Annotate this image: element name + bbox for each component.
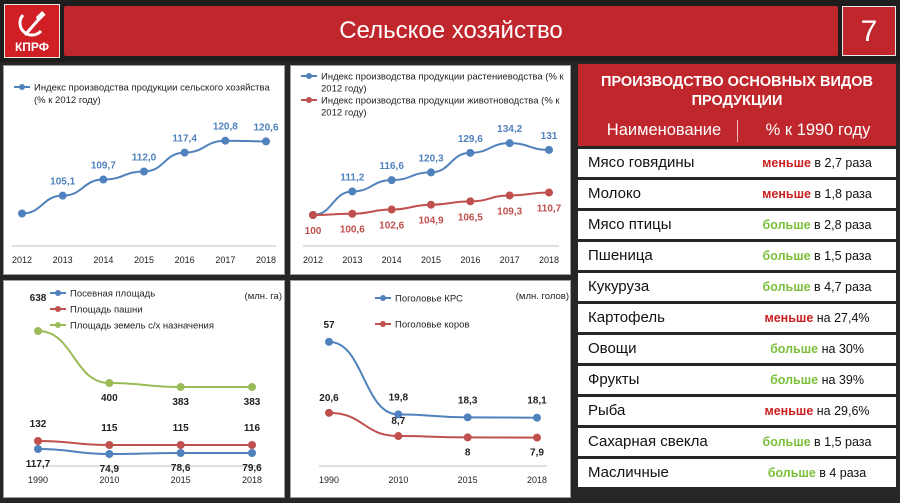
legend-marker-0 <box>380 295 386 301</box>
legend-label-1: Поголовье коров <box>395 319 470 331</box>
data-point-0-3 <box>533 414 541 422</box>
data-label: 131 <box>540 130 558 142</box>
chart-agri-index-panel <box>3 65 285 275</box>
value-text: на 27,4% <box>813 311 870 325</box>
data-point-1-2 <box>177 441 185 449</box>
series-line-0 <box>329 342 537 418</box>
x-tick-label: 2014 <box>381 255 402 265</box>
title-bar <box>64 6 838 56</box>
data-label: 106,5 <box>457 212 483 224</box>
row-value <box>738 466 896 480</box>
data-point-1-0 <box>325 409 333 417</box>
chart-cattle-panel <box>290 280 571 498</box>
x-tick-label: 2010 <box>388 475 409 485</box>
data-label: 8,7 <box>391 416 406 428</box>
legend-marker-0 <box>19 84 25 90</box>
legend-label-0b: 2012 году) <box>321 83 367 95</box>
legend-label-0: Индекс производства продукции сельского хозяйства <box>34 82 270 94</box>
keyword-less: меньше <box>764 404 814 418</box>
data-point-1-3 <box>533 434 541 442</box>
table-row <box>578 273 896 301</box>
table-row <box>578 459 896 487</box>
value-text: на 30% <box>818 342 864 356</box>
data-point-1-1 <box>394 432 402 440</box>
series-line-1 <box>38 441 252 445</box>
data-point-0-2 <box>99 176 107 184</box>
x-tick-label: 2015 <box>170 475 191 485</box>
data-label: 120,6 <box>253 122 279 134</box>
data-label: 129,6 <box>457 133 483 145</box>
table-row <box>578 242 896 270</box>
x-tick-label: 2012 <box>302 255 324 265</box>
x-tick-label: 2016 <box>174 255 195 265</box>
row-name: Сахарная свекла <box>588 433 708 450</box>
data-point-1-2 <box>464 433 472 441</box>
data-label: 78,6 <box>170 463 191 474</box>
data-point-0-3 <box>248 449 256 457</box>
data-label: 19,8 <box>388 392 409 404</box>
row-value <box>738 435 896 449</box>
data-label: 112,0 <box>131 152 157 164</box>
data-label: 20,6 <box>319 392 339 404</box>
table-row <box>578 335 896 363</box>
row-name: Картофель <box>588 309 665 326</box>
row-value <box>738 280 896 294</box>
x-tick-label: 2018 <box>538 255 560 265</box>
data-point-1-1 <box>348 210 356 218</box>
data-label: 120,8 <box>212 121 238 133</box>
data-label: 116 <box>243 423 261 434</box>
legend-marker-1 <box>380 321 386 327</box>
value-text: на 39% <box>818 373 864 387</box>
legend-label-1b: 2012 году) <box>321 107 367 119</box>
legend-label-2: Площадь земель с/х назначения <box>70 320 214 332</box>
kprf-logo <box>4 4 60 58</box>
table-row <box>578 180 896 208</box>
unit-label: (млн. голов) <box>515 291 569 302</box>
data-label: 18,1 <box>527 395 547 407</box>
series-line-2 <box>38 331 252 387</box>
data-label: 8 <box>464 447 471 459</box>
data-point-0-2 <box>177 449 185 457</box>
row-value <box>738 187 896 201</box>
data-point-1-3 <box>248 441 256 449</box>
data-point-1-2 <box>388 206 396 214</box>
data-label: 383 <box>172 397 190 408</box>
column-divider <box>737 120 738 142</box>
row-value <box>738 311 896 325</box>
data-label: 111,2 <box>340 172 365 184</box>
keyword-less: меньше <box>762 156 811 170</box>
data-point-0-1 <box>105 450 113 458</box>
chart-crop-livestock <box>291 66 572 276</box>
data-label: 18,3 <box>457 395 478 407</box>
x-tick-label: 2017 <box>499 255 520 265</box>
data-point-1-0 <box>34 437 42 445</box>
data-label: 105,1 <box>50 176 76 188</box>
x-tick-label: 2017 <box>215 255 236 265</box>
data-label: 383 <box>243 397 261 408</box>
chart-land-area <box>4 281 286 499</box>
row-value <box>738 404 896 418</box>
table-row <box>578 211 896 239</box>
x-tick-label: 2016 <box>460 255 481 265</box>
x-tick-label: 2015 <box>133 255 155 265</box>
row-name: Овощи <box>588 340 637 357</box>
data-label: 400 <box>100 393 118 404</box>
series-line-0 <box>38 449 252 454</box>
keyword-more: больше <box>762 280 811 294</box>
data-point-0-0 <box>325 338 333 346</box>
table-row <box>578 304 896 332</box>
x-tick-label: 2018 <box>526 475 548 485</box>
table-row <box>578 397 896 425</box>
legend-marker-0 <box>55 290 61 296</box>
data-label: 120,3 <box>418 153 444 165</box>
legend-label-0: Поголовье КРС <box>395 293 463 305</box>
data-point-0-1 <box>59 192 67 200</box>
table-row <box>578 366 896 394</box>
table-header <box>578 64 896 146</box>
row-name: Мясо птицы <box>588 216 672 233</box>
row-name: Фрукты <box>588 371 640 388</box>
x-tick-label: 1990 <box>27 475 49 485</box>
data-point-0-6 <box>262 137 270 145</box>
row-value <box>738 373 896 387</box>
logo-text: КПРФ <box>14 40 50 54</box>
data-label: 117,7 <box>25 459 51 470</box>
chart-cattle <box>291 281 572 499</box>
legend-label-0: Индекс производства продукции растениеводства (% к <box>321 71 564 83</box>
legend-marker-1 <box>55 306 61 312</box>
row-name: Кукуруза <box>588 278 650 295</box>
data-label: 104,9 <box>418 215 444 227</box>
value-text: в 2,7 раза <box>810 156 872 170</box>
data-label: 74,9 <box>99 464 120 475</box>
unit-label: (млн. га) <box>244 291 282 302</box>
data-point-0-2 <box>388 176 396 184</box>
data-point-1-3 <box>427 201 435 209</box>
data-label: 117,4 <box>172 133 197 145</box>
legend-label-1: Площадь пашни <box>70 304 143 316</box>
data-point-0-6 <box>545 146 553 154</box>
keyword-more: больше <box>762 249 811 263</box>
data-label: 100 <box>304 226 322 237</box>
legend-marker-1 <box>306 97 312 103</box>
data-point-0-1 <box>348 187 356 195</box>
x-tick-label: 2018 <box>241 475 263 485</box>
data-point-0-3 <box>427 168 435 176</box>
keyword-more: больше <box>770 342 819 356</box>
keyword-less: меньше <box>764 311 814 325</box>
value-text: на 29,6% <box>813 404 870 418</box>
row-value <box>738 218 896 232</box>
data-label: 132 <box>29 419 47 430</box>
legend-marker-2 <box>55 322 61 328</box>
data-label: 134,2 <box>497 124 523 136</box>
x-tick-label: 2012 <box>11 255 33 265</box>
data-label: 7,9 <box>530 447 544 459</box>
data-label: 638 <box>29 293 47 304</box>
table-title: ПРОИЗВОДСТВО ОСНОВНЫХ ВИДОВ ПРОДУКЦИИ <box>601 74 873 109</box>
keyword-more: больше <box>762 435 811 449</box>
x-tick-label: 2010 <box>99 475 120 485</box>
row-name: Молоко <box>588 185 642 202</box>
data-point-0-0 <box>34 445 42 453</box>
column-header-name: Наименование <box>606 121 722 139</box>
data-label: 100,6 <box>339 224 365 236</box>
page-number: 7 <box>842 6 896 56</box>
row-name: Пшеница <box>588 247 653 264</box>
row-value <box>738 249 896 263</box>
data-point-0-4 <box>466 149 474 157</box>
data-point-0-3 <box>140 168 148 176</box>
value-text: в 2,8 раза <box>810 218 872 232</box>
data-point-0-4 <box>181 149 189 157</box>
page-title: Сельское хозяйство <box>339 17 563 44</box>
x-tick-label: 2014 <box>93 255 114 265</box>
row-name: Рыба <box>588 402 626 419</box>
data-point-1-4 <box>466 197 474 205</box>
data-label: 116,6 <box>379 161 404 173</box>
legend-label-1: Индекс производства продукции животноводства (% к <box>321 95 560 107</box>
value-text: в 1,5 раза <box>810 435 872 449</box>
chart-agri-index <box>4 66 286 276</box>
x-tick-label: 2013 <box>52 255 73 265</box>
keyword-more: больше <box>767 466 816 480</box>
row-value <box>738 342 896 356</box>
data-label: 110,7 <box>536 203 562 215</box>
row-name: Масличные <box>588 464 669 481</box>
table-row <box>578 428 896 456</box>
row-name: Мясо говядины <box>588 154 695 171</box>
x-tick-label: 1990 <box>318 475 340 485</box>
value-text: в 4 раза <box>815 466 867 480</box>
data-label: 115 <box>101 423 118 434</box>
data-point-2-3 <box>248 383 256 391</box>
data-point-0-5 <box>221 137 229 145</box>
keyword-more: больше <box>770 373 819 387</box>
data-label: 79,6 <box>242 463 262 474</box>
x-tick-label: 2018 <box>255 255 277 265</box>
keyword-more: больше <box>762 218 811 232</box>
data-label: 109,7 <box>90 160 116 172</box>
data-point-1-0 <box>309 211 317 219</box>
x-tick-label: 2013 <box>342 255 363 265</box>
value-text: в 1,8 раза <box>810 187 872 201</box>
value-text: в 4,7 раза <box>810 280 872 294</box>
data-point-1-1 <box>105 441 113 449</box>
data-label: 102,6 <box>379 220 405 232</box>
hammer-sickle-icon <box>5 5 61 45</box>
data-point-2-0 <box>34 327 42 335</box>
table-row <box>578 149 896 177</box>
data-point-2-2 <box>177 383 185 391</box>
data-label: 109,3 <box>497 206 523 218</box>
column-header-percent: % к 1990 году <box>765 121 871 139</box>
chart-land-area-panel <box>3 280 285 498</box>
data-point-2-1 <box>105 379 113 387</box>
legend-label-0b: (% к 2012 году) <box>34 95 101 106</box>
legend-marker-0 <box>306 73 312 79</box>
production-table <box>578 64 896 500</box>
x-tick-label: 2015 <box>457 475 478 485</box>
data-point-1-6 <box>545 189 553 197</box>
slide-header <box>0 0 900 62</box>
data-point-1-5 <box>506 191 514 199</box>
data-point-0-5 <box>506 139 514 147</box>
x-tick-label: 2015 <box>420 255 442 265</box>
data-point-0-0 <box>18 210 26 218</box>
row-value <box>738 156 896 170</box>
data-point-0-2 <box>464 413 472 421</box>
value-text: в 1,5 раза <box>810 249 872 263</box>
legend-label-0: Посевная площадь <box>70 288 156 300</box>
chart-crop-livestock-panel <box>290 65 571 275</box>
data-label: 115 <box>172 423 189 434</box>
data-label: 57 <box>323 319 335 331</box>
keyword-less: меньше <box>762 187 811 201</box>
